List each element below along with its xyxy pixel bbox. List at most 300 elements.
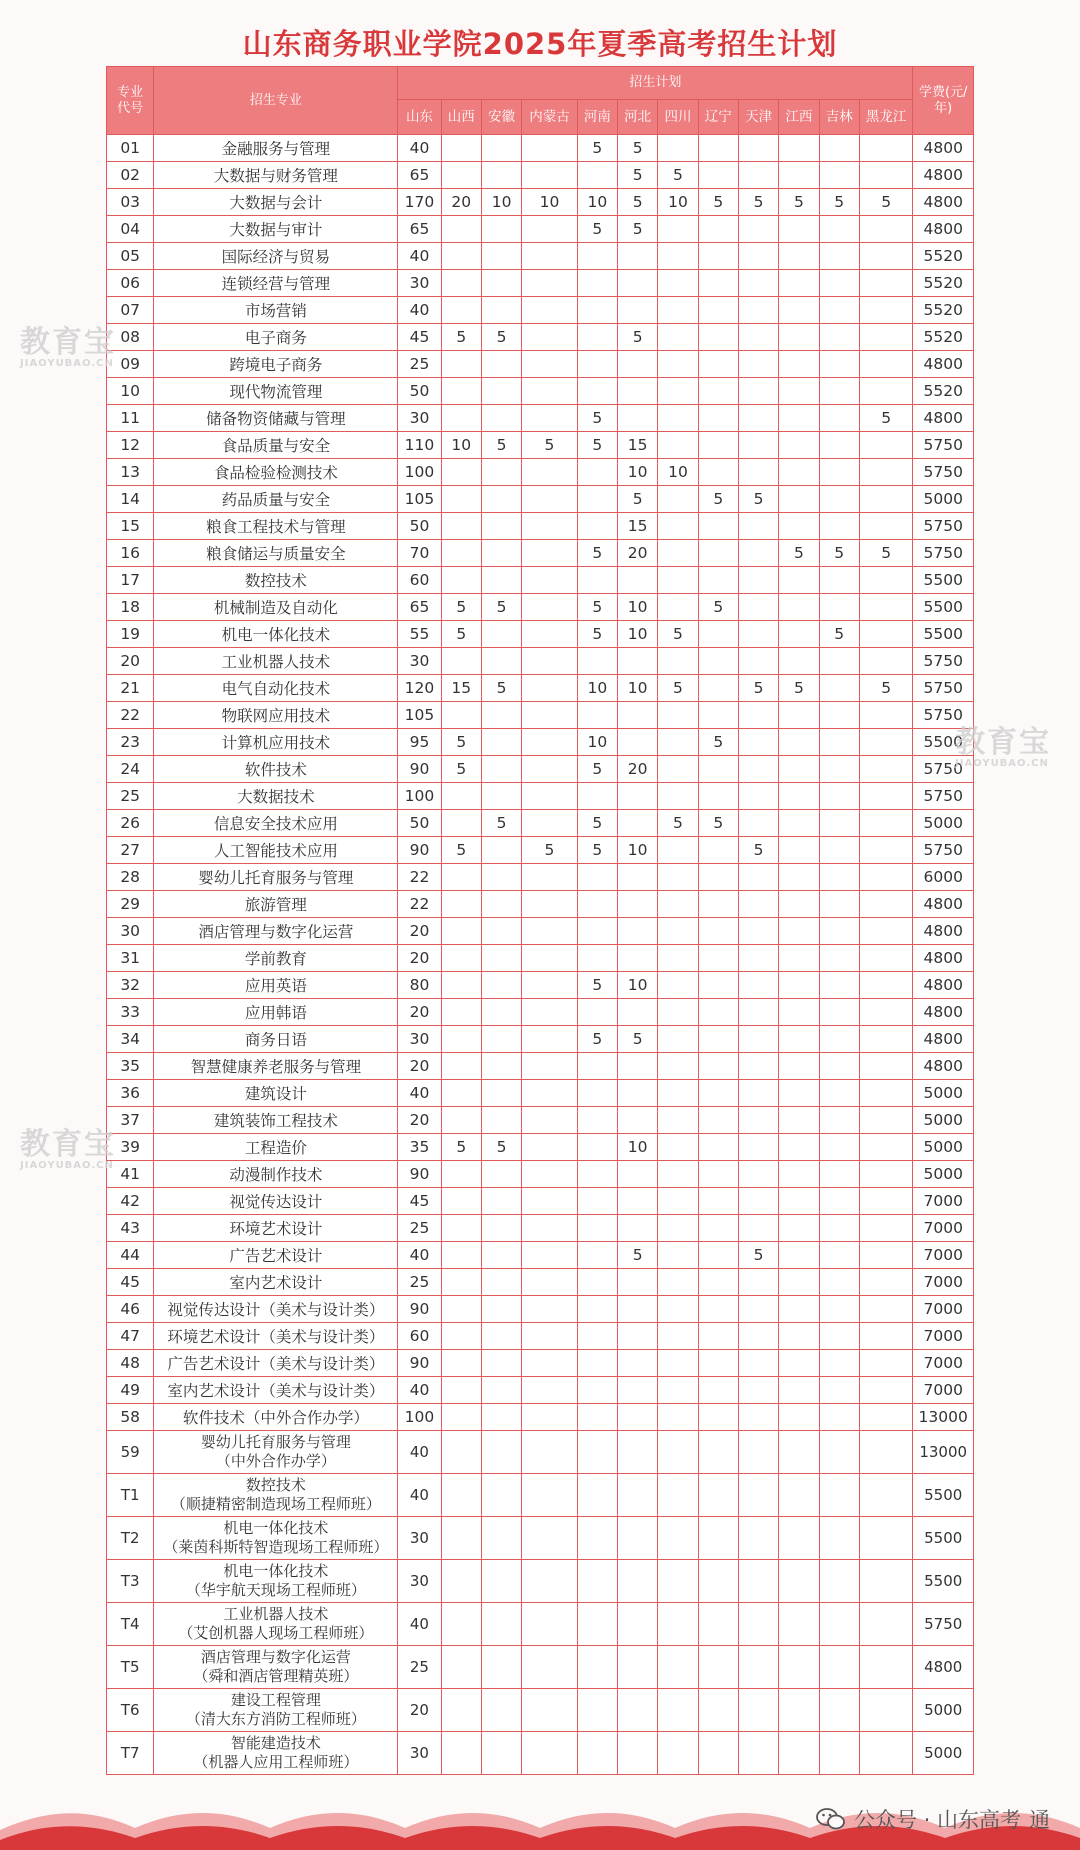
plan-cell (859, 513, 913, 540)
plan-cell (522, 1053, 577, 1080)
major-code: 47 (107, 1323, 154, 1350)
plan-cell (698, 1107, 738, 1134)
plan-cell (481, 1350, 521, 1377)
plan-cell (738, 1296, 778, 1323)
table-row (107, 1377, 974, 1404)
plan-cell (577, 378, 617, 405)
plan-cell: 50 (398, 513, 441, 540)
plan-cell (859, 1560, 913, 1603)
plan-cell: 100 (398, 459, 441, 486)
plan-cell (522, 1323, 577, 1350)
plan-cell: 5 (658, 675, 698, 702)
plan-cell (441, 135, 481, 162)
plan-cell: 25 (398, 1215, 441, 1242)
plan-cell (819, 405, 859, 432)
plan-cell: 5 (658, 162, 698, 189)
plan-cell (577, 864, 617, 891)
plan-cell (698, 999, 738, 1026)
plan-cell: 10 (577, 675, 617, 702)
plan-cell (441, 1404, 481, 1431)
plan-cell (859, 945, 913, 972)
plan-cell (617, 1646, 657, 1689)
plan-cell (819, 945, 859, 972)
plan-cell (617, 810, 657, 837)
plan-cell: 10 (617, 1134, 657, 1161)
plan-cell (617, 1689, 657, 1732)
plan-cell: 40 (398, 135, 441, 162)
plan-cell (522, 783, 577, 810)
plan-cell (577, 1517, 617, 1560)
plan-cell (738, 324, 778, 351)
major-name-line2: （清大东方消防工程师班） (185, 1710, 366, 1728)
plan-cell (481, 1377, 521, 1404)
fee-cell: 5000 (913, 1732, 974, 1775)
plan-cell (617, 270, 657, 297)
plan-cell: 5 (577, 540, 617, 567)
plan-cell: 95 (398, 729, 441, 756)
plan-cell (441, 378, 481, 405)
plan-cell: 10 (658, 459, 698, 486)
plan-cell (859, 1431, 913, 1474)
plan-cell (738, 594, 778, 621)
plan-cell (779, 702, 819, 729)
table-row (107, 918, 974, 945)
major-name-line1: 应用英语 (244, 977, 307, 995)
plan-cell (522, 351, 577, 378)
table-row (107, 270, 974, 297)
major-name (154, 945, 398, 972)
plan-cell (819, 648, 859, 675)
plan-cell (819, 891, 859, 918)
fee-cell: 5750 (913, 702, 974, 729)
plan-cell (658, 1080, 698, 1107)
plan-cell (617, 297, 657, 324)
major-name-line1: 智慧健康养老服务与管理 (190, 1058, 362, 1076)
plan-cell (698, 135, 738, 162)
fee-cell: 4800 (913, 351, 974, 378)
plan-cell (859, 243, 913, 270)
plan-cell (738, 1323, 778, 1350)
fee-cell: 4800 (913, 972, 974, 999)
major-name-line1: 室内艺术设计 (229, 1274, 323, 1292)
major-name (154, 432, 398, 459)
plan-cell (481, 405, 521, 432)
major-name-line1: 信息安全技术应用 (213, 815, 338, 833)
major-name (154, 297, 398, 324)
plan-cell (658, 1517, 698, 1560)
plan-cell (738, 378, 778, 405)
plan-cell (522, 1689, 577, 1732)
major-name (154, 648, 398, 675)
major-name-line1: 环境艺术设计 (229, 1220, 323, 1238)
plan-cell (779, 459, 819, 486)
plan-cell (698, 1080, 738, 1107)
plan-cell: 5 (617, 189, 657, 216)
plan-cell (481, 1107, 521, 1134)
major-name-line1: 机械制造及自动化 (213, 599, 338, 617)
plan-cell (738, 1603, 778, 1646)
plan-cell (577, 1188, 617, 1215)
table-row (107, 459, 974, 486)
major-name (154, 162, 398, 189)
table-row (107, 1474, 974, 1517)
plan-cell: 50 (398, 378, 441, 405)
major-name-line2: （中外合作办学） (215, 1452, 336, 1470)
plan-cell (617, 1474, 657, 1517)
plan-cell (522, 1080, 577, 1107)
plan-cell (779, 405, 819, 432)
plan-cell (441, 1026, 481, 1053)
plan-cell (481, 1161, 521, 1188)
plan-cell: 5 (738, 1242, 778, 1269)
table-row (107, 1134, 974, 1161)
plan-cell (617, 1732, 657, 1775)
major-name (154, 1188, 398, 1215)
major-code: 01 (107, 135, 154, 162)
table-row (107, 702, 974, 729)
plan-cell: 40 (398, 1242, 441, 1269)
plan-cell (441, 1323, 481, 1350)
plan-cell (577, 324, 617, 351)
fee-cell: 5750 (913, 783, 974, 810)
plan-cell (859, 1107, 913, 1134)
plan-cell: 5 (577, 432, 617, 459)
plan-cell (522, 756, 577, 783)
plan-cell (617, 567, 657, 594)
major-name-line1: 粮食储运与质量安全 (206, 545, 346, 563)
fee-cell: 7000 (913, 1242, 974, 1269)
major-code: 20 (107, 648, 154, 675)
table-row (107, 1053, 974, 1080)
plan-cell: 30 (398, 648, 441, 675)
plan-cell (481, 729, 521, 756)
fee-cell: 5520 (913, 270, 974, 297)
plan-cell (658, 1560, 698, 1603)
major-code: 25 (107, 783, 154, 810)
plan-cell (522, 1161, 577, 1188)
fee-cell: 5520 (913, 378, 974, 405)
plan-cell: 90 (398, 1296, 441, 1323)
major-name (154, 675, 398, 702)
major-name (154, 1431, 398, 1474)
plan-cell (441, 945, 481, 972)
plan-cell: 15 (441, 675, 481, 702)
major-code: 17 (107, 567, 154, 594)
plan-cell (698, 297, 738, 324)
plan-cell (522, 378, 577, 405)
plan-cell (738, 648, 778, 675)
table-row (107, 648, 974, 675)
plan-cell (617, 864, 657, 891)
plan-cell (481, 621, 521, 648)
plan-cell: 5 (698, 810, 738, 837)
plan-cell (441, 864, 481, 891)
plan-cell (577, 783, 617, 810)
plan-cell (577, 459, 617, 486)
major-name (154, 891, 398, 918)
table-row (107, 189, 974, 216)
major-name (154, 270, 398, 297)
province-header: 吉林 (819, 100, 859, 135)
plan-cell (577, 486, 617, 513)
plan-cell (577, 1646, 617, 1689)
plan-cell (577, 702, 617, 729)
table-row (107, 135, 974, 162)
plan-cell: 10 (617, 972, 657, 999)
plan-cell (658, 999, 698, 1026)
plan-cell (738, 1053, 778, 1080)
plan-cell (658, 1603, 698, 1646)
plan-cell (819, 1080, 859, 1107)
table-row (107, 1323, 974, 1350)
plan-cell (441, 1188, 481, 1215)
plan-cell (481, 756, 521, 783)
plan-cell: 90 (398, 1350, 441, 1377)
plan-cell (522, 1242, 577, 1269)
plan-cell (819, 783, 859, 810)
plan-cell (779, 1053, 819, 1080)
plan-cell (859, 621, 913, 648)
plan-cell (441, 999, 481, 1026)
plan-cell (819, 567, 859, 594)
plan-cell (617, 999, 657, 1026)
plan-cell (819, 216, 859, 243)
province-header: 山东 (398, 100, 441, 135)
plan-cell (859, 729, 913, 756)
plan-cell (779, 162, 819, 189)
plan-cell (577, 1377, 617, 1404)
plan-cell (779, 1603, 819, 1646)
table-row (107, 351, 974, 378)
major-code: 41 (107, 1161, 154, 1188)
table-row (107, 1296, 974, 1323)
table-row (107, 1603, 974, 1646)
plan-cell (658, 837, 698, 864)
plan-cell (481, 378, 521, 405)
plan-cell (859, 594, 913, 621)
plan-cell (698, 1732, 738, 1775)
major-code: 59 (107, 1431, 154, 1474)
plan-cell (658, 1689, 698, 1732)
major-name-line1: 市场营销 (244, 302, 307, 320)
plan-cell (738, 1026, 778, 1053)
table-row (107, 810, 974, 837)
fee-cell: 5750 (913, 648, 974, 675)
major-name-line1: 数控技术 (244, 572, 307, 590)
plan-cell (819, 1053, 859, 1080)
plan-cell: 20 (617, 756, 657, 783)
province-header: 河北 (617, 100, 657, 135)
plan-cell (658, 945, 698, 972)
plan-cell (441, 1242, 481, 1269)
plan-cell (577, 648, 617, 675)
plan-cell (738, 972, 778, 999)
plan-cell: 40 (398, 1080, 441, 1107)
fee-cell: 7000 (913, 1188, 974, 1215)
plan-cell (738, 135, 778, 162)
plan-cell: 5 (859, 540, 913, 567)
major-code: 09 (107, 351, 154, 378)
table-row (107, 783, 974, 810)
plan-cell (481, 1053, 521, 1080)
plan-cell (577, 1269, 617, 1296)
plan-cell: 5 (441, 621, 481, 648)
fee-cell: 5750 (913, 540, 974, 567)
major-name-line1: 建设工程管理 (230, 1691, 321, 1709)
plan-cell: 5 (738, 189, 778, 216)
plan-cell: 5 (658, 810, 698, 837)
major-code: 11 (107, 405, 154, 432)
plan-cell (779, 1377, 819, 1404)
province-header: 辽宁 (698, 100, 738, 135)
plan-cell (698, 972, 738, 999)
plan-cell (779, 1517, 819, 1560)
plan-cell (859, 837, 913, 864)
plan-cell: 5 (779, 675, 819, 702)
plan-cell (819, 351, 859, 378)
table-row (107, 1242, 974, 1269)
plan-cell (522, 1188, 577, 1215)
plan-cell (738, 243, 778, 270)
plan-cell (481, 1603, 521, 1646)
plan-cell (859, 1026, 913, 1053)
plan-cell (577, 297, 617, 324)
fee-cell: 4800 (913, 999, 974, 1026)
major-name-line1: 机电一体化技术 (223, 1562, 329, 1580)
major-code: 16 (107, 540, 154, 567)
major-code: 46 (107, 1296, 154, 1323)
plan-cell (738, 1474, 778, 1517)
table-row (107, 243, 974, 270)
plan-cell: 90 (398, 837, 441, 864)
major-name (154, 1296, 398, 1323)
major-name (154, 1603, 398, 1646)
fee-cell: 4800 (913, 162, 974, 189)
plan-cell (819, 1377, 859, 1404)
plan-cell (779, 1646, 819, 1689)
plan-cell: 20 (617, 540, 657, 567)
table-row (107, 1560, 974, 1603)
plan-cell (819, 1350, 859, 1377)
plan-cell: 5 (738, 675, 778, 702)
plan-cell (617, 1080, 657, 1107)
plan-cell (522, 729, 577, 756)
fee-cell: 4800 (913, 216, 974, 243)
plan-cell (522, 270, 577, 297)
plan-cell (617, 1269, 657, 1296)
major-code: 58 (107, 1404, 154, 1431)
plan-cell (738, 405, 778, 432)
plan-cell (738, 1560, 778, 1603)
plan-cell: 5 (441, 756, 481, 783)
table-row (107, 1107, 974, 1134)
major-name-line1: 工程造价 (244, 1139, 307, 1157)
plan-cell (859, 1350, 913, 1377)
plan-cell: 15 (617, 432, 657, 459)
plan-cell (577, 1242, 617, 1269)
major-code: T2 (107, 1517, 154, 1560)
plan-cell (738, 459, 778, 486)
major-name-line1: 室内艺术设计（美术与设计类） (167, 1382, 385, 1400)
plan-cell (481, 999, 521, 1026)
major-name-line1: 建筑装饰工程技术 (213, 1112, 338, 1130)
fee-cell: 7000 (913, 1269, 974, 1296)
plan-cell (441, 162, 481, 189)
table-row (107, 729, 974, 756)
major-name-line1: 软件技术（中外合作办学） (182, 1409, 369, 1427)
plan-cell (779, 1107, 819, 1134)
fee-cell: 4800 (913, 1026, 974, 1053)
plan-cell (859, 783, 913, 810)
major-name (154, 459, 398, 486)
major-name-line1: 商务日语 (244, 1031, 307, 1049)
plan-cell (819, 1134, 859, 1161)
plan-cell (441, 1431, 481, 1474)
plan-cell (738, 432, 778, 459)
plan-cell (522, 1377, 577, 1404)
plan-cell (859, 1161, 913, 1188)
plan-cell: 5 (577, 972, 617, 999)
plan-cell (779, 945, 819, 972)
plan-cell (779, 972, 819, 999)
plan-cell: 5 (819, 621, 859, 648)
plan-cell (819, 1242, 859, 1269)
plan-cell (658, 297, 698, 324)
plan-cell (779, 297, 819, 324)
plan-cell (441, 702, 481, 729)
plan-cell: 5 (617, 486, 657, 513)
table-row (107, 621, 974, 648)
plan-cell (819, 810, 859, 837)
plan-cell (819, 756, 859, 783)
plan-cell: 5 (522, 432, 577, 459)
major-name (154, 567, 398, 594)
major-name (154, 1080, 398, 1107)
plan-cell (481, 1404, 521, 1431)
plan-cell (617, 1296, 657, 1323)
plan-cell (577, 1560, 617, 1603)
major-name (154, 837, 398, 864)
plan-cell: 45 (398, 1188, 441, 1215)
plan-cell (698, 1161, 738, 1188)
plan-cell (859, 891, 913, 918)
plan-cell (738, 270, 778, 297)
province-header: 四川 (658, 100, 698, 135)
province-header: 天津 (738, 100, 778, 135)
plan-cell (738, 891, 778, 918)
major-code: 35 (107, 1053, 154, 1080)
major-name (154, 324, 398, 351)
plan-cell (779, 1323, 819, 1350)
plan-cell (779, 1188, 819, 1215)
major-name (154, 1689, 398, 1732)
plan-cell (617, 1323, 657, 1350)
major-code: 39 (107, 1134, 154, 1161)
plan-cell (577, 1215, 617, 1242)
major-name-line1: 动漫制作技术 (229, 1166, 323, 1184)
plan-cell (738, 1107, 778, 1134)
plan-cell: 70 (398, 540, 441, 567)
plan-cell: 5 (481, 675, 521, 702)
plan-cell (698, 324, 738, 351)
plan-cell (577, 513, 617, 540)
major-name-line1: 软件技术 (244, 761, 307, 779)
fee-cell: 5500 (913, 594, 974, 621)
major-code: 33 (107, 999, 154, 1026)
plan-cell: 5 (617, 216, 657, 243)
province-header: 内蒙古 (522, 100, 577, 135)
major-code: 21 (107, 675, 154, 702)
